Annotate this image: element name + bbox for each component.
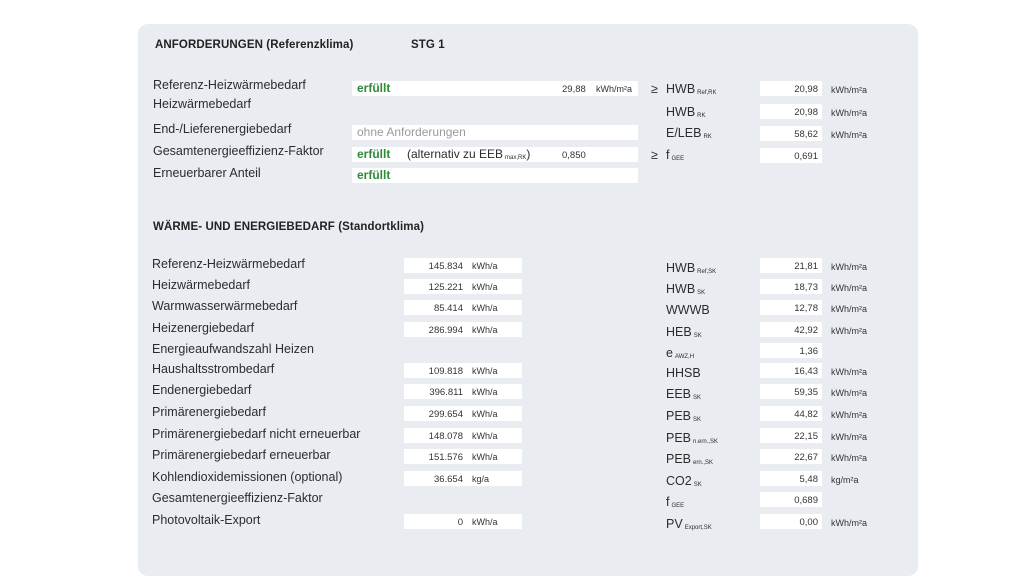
specific-unit: kWh/m²a [831,410,867,420]
specific-unit: kWh/m²a [831,432,867,442]
absolute-unit: kWh/a [472,261,498,271]
absolute-value: 396.811 [429,387,463,398]
absolute-unit: kWh/a [472,517,498,527]
alternative-note: (alternativ zu EEB $_{max,RK}$) [407,147,531,161]
section1-stg: STG 1 [411,39,445,51]
absolute-unit: kWh/a [472,366,498,376]
specific-value: 5,48 [799,474,818,485]
demand-row-label: Photovoltaik-Export [152,513,261,527]
absolute-unit: kg/a [472,474,490,484]
specific-unit: kWh/m²a [831,388,867,398]
req-value-box [352,168,638,183]
demand-row-label: Heizwärmebedarf [152,278,250,292]
specific-value: 44,82 [794,409,818,420]
limit-unit: kWh/m²a [831,108,867,118]
req-row-label: Referenz-Heizwärmebedarf [153,78,306,92]
absolute-value: 286.994 [428,325,463,336]
indicator: PEB $_{SK}$ [666,409,702,423]
specific-unit: kWh/m²a [831,326,867,336]
specific-unit: kWh/m²a [831,304,867,314]
indicator: PV $_{Export,SK}$ [666,517,712,531]
specific-value: 0,00 [799,517,818,528]
demand-row-label: Kohlendioxidemissionen (optional) [152,470,343,484]
ge-operator: ≥ [651,82,658,96]
limit-value: 58,62 [794,129,818,140]
absolute-unit: kWh/a [472,452,498,462]
limit-value: 20,98 [794,84,818,95]
specific-value: 21,81 [794,261,818,272]
absolute-value: 125.221 [428,282,463,293]
demand-row-label: Energieaufwandszahl Heizen [152,342,314,356]
section2-title: WÄRME- UND ENERGIEBEDARF (Standortklima) [153,221,425,233]
specific-value: 12,78 [794,303,818,314]
absolute-unit: kWh/a [472,431,498,441]
specific-value: 22,67 [794,452,818,463]
indicator: HWB $_{Ref,SK}$ [666,261,717,275]
absolute-unit: kWh/a [472,282,498,292]
absolute-value: 109.818 [428,366,463,377]
section1-title: ANFORDERUNGEN (Referenzklima) [155,39,354,51]
indicator: HWB $_{RK}$ [666,105,706,119]
indicator: CO2 $_{SK}$ [666,474,702,488]
specific-unit: kWh/m²a [831,453,867,463]
req-row-label: Heizwärmebedarf [153,97,251,111]
ge-operator: ≥ [651,148,658,162]
specific-unit: kWh/m²a [831,367,867,377]
req-value: 0,850 [562,150,586,161]
limit-unit: kWh/m²a [831,130,867,140]
absolute-unit: kWh/a [472,387,498,397]
energy-certificate-sheet [138,24,918,576]
demand-row-label: Endenergiebedarf [152,383,252,397]
absolute-unit: kWh/a [472,409,498,419]
absolute-value: 145.834 [428,261,463,272]
specific-value: 59,35 [794,387,818,398]
specific-value: 16,43 [794,366,818,377]
absolute-value: 151.576 [428,452,463,463]
req-value-unit: kWh/m²a [596,84,632,94]
indicator: f $_{GEE}$ [666,495,685,509]
status-fulfilled: erfüllt [357,81,391,95]
absolute-value: 0 [457,517,463,528]
limit-unit: kWh/m²a [831,85,867,95]
absolute-unit: kWh/a [472,303,498,313]
demand-row-label: Heizenergiebedarf [152,321,255,335]
specific-unit: kWh/m²a [831,283,867,293]
demand-row-label: Gesamtenergieeffizienz-Faktor [152,491,323,505]
absolute-unit: kWh/a [472,325,498,335]
indicator: f $_{GEE}$ [666,148,685,162]
status-fulfilled: erfüllt [357,147,391,161]
specific-unit: kWh/m²a [831,518,867,528]
indicator: PEB $_{ern.,SK}$ [666,452,714,466]
demand-row-label: Referenz-Heizwärmebedarf [152,257,305,271]
req-row-label: Gesamtenergieeffizienz-Faktor [153,144,324,158]
absolute-value: 148.078 [428,431,463,442]
demand-row-label: Primärenergiebedarf nicht erneuerbar [152,427,361,441]
req-row-label: End-/Lieferenergiebedarf [153,122,292,136]
req-row-label: Erneuerbarer Anteil [153,166,261,180]
indicator: HHSB [666,366,701,380]
absolute-value: 299.654 [428,409,463,420]
indicator: e $_{AWZ,H}$ [666,346,695,360]
status-fulfilled: erfüllt [357,168,391,182]
indicator: HWB $_{SK}$ [666,282,706,296]
indicator: E/LEB $_{RK}$ [666,126,712,140]
specific-value: 0,689 [794,495,818,506]
no-requirements-note: ohne Anforderungen [357,125,466,139]
absolute-value: 36.654 [433,474,463,485]
indicator: HWB $_{Ref,RK}$ [666,82,717,96]
specific-value: 18,73 [794,282,818,293]
specific-value: 22,15 [794,431,818,442]
demand-row-label: Primärenergiebedarf erneuerbar [152,448,331,462]
req-value: 29,88 [562,84,586,95]
indicator: HEB $_{SK}$ [666,325,702,339]
specific-unit: kg/m²a [831,475,859,485]
specific-value: 1,36 [799,346,818,357]
indicator: PEB $_{n.ern.,SK}$ [666,431,719,445]
specific-unit: kWh/m²a [831,262,867,272]
demand-row-label: Primärenergiebedarf [152,405,266,419]
limit-value: 20,98 [794,107,818,118]
indicator: EEB $_{SK}$ [666,387,702,401]
absolute-value: 85.414 [433,303,463,314]
limit-value: 0,691 [794,151,818,162]
indicator: WWWB [666,303,710,317]
specific-value: 42,92 [794,325,818,336]
demand-row-label: Warmwasserwärmebedarf [152,299,298,313]
demand-row-label: Haushaltsstrombedarf [152,362,275,376]
